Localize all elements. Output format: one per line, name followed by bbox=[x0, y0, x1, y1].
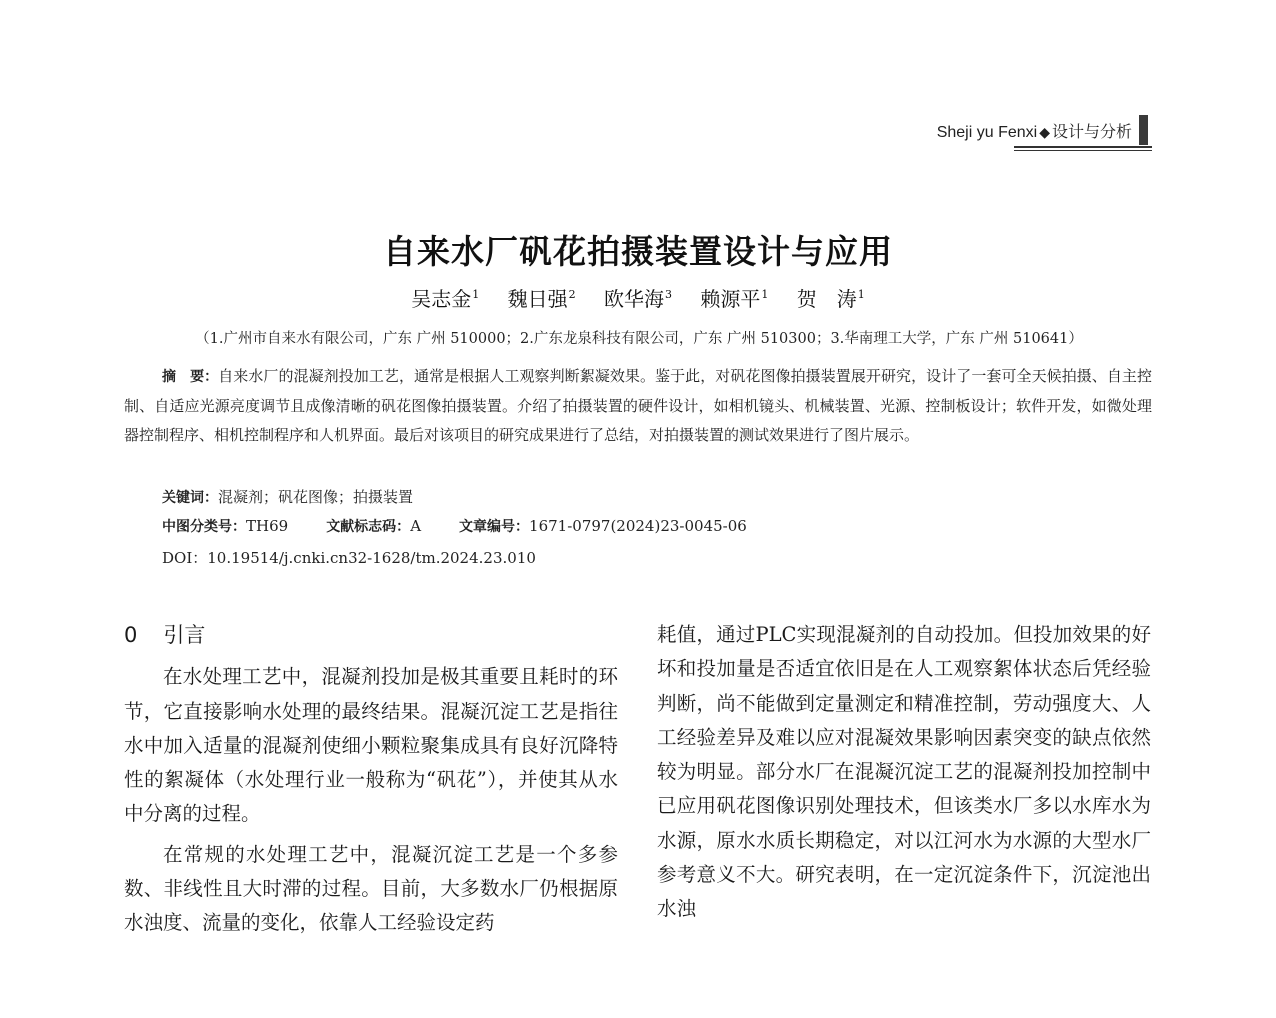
author-name: 赖源平 bbox=[700, 287, 761, 311]
keywords-value: 混凝剂；矾花图像；拍摄装置 bbox=[218, 488, 414, 506]
body-column-left bbox=[124, 618, 618, 947]
body-paragraph: 在水处理工艺中，混凝剂投加是极其重要且耗时的环节，它直接影响水处理的最终结果。混凝沉淀工艺是指往水中加入适量的混凝剂使细小颗粒聚集成具有良好沉降特性的絮凝体（水处理行业一般称为“矾花”），并使其从水中分离的过程。 bbox=[124, 665, 618, 826]
author bbox=[700, 287, 768, 311]
header-bar-icon bbox=[1139, 115, 1148, 145]
author-name: 吴志金 bbox=[411, 287, 472, 311]
clc-value: TH69 bbox=[246, 517, 289, 535]
abstract-label: 摘 要： bbox=[162, 369, 219, 385]
section-heading bbox=[124, 618, 618, 652]
header-rule bbox=[1014, 146, 1152, 148]
body-paragraph: 耗值，通过PLC实现混凝剂的自动投加。但投加效果的好坏和投加量是否适宜依旧是在人工观察絮体状态后凭经验判断，尚不能做到定量测定和精准控制，劳动强度大、人工经验差异及难以应对混凝效果影响因素突变的缺点依然较为明显。部分水厂在混凝沉淀工艺的混凝剂投加控制中已应用矾花图像识别处理技术，但该类水厂多以水库水为水源，原水水质长期稳定，对以江河水为水源的大型水厂参考意义不大。研究表明，在一定沉淀条件下，沉淀池出水浊 bbox=[657, 623, 1151, 921]
doi-label: DOI： bbox=[162, 549, 208, 567]
author bbox=[604, 287, 672, 311]
clc-label: 中图分类号： bbox=[162, 519, 246, 535]
affiliations: （1.广州市自来水有限公司，广东 广州 510000；2.广东龙泉科技有限公司，广东 广州 510300；3.华南理工大学，广东 广州 510641） bbox=[195, 331, 1083, 347]
author-affil-mark: 1 bbox=[761, 288, 769, 301]
header-rule-thin bbox=[1014, 150, 1152, 151]
article-title: 自来水厂矾花拍摄装置设计与应用 bbox=[383, 232, 893, 271]
author-name: 魏日强 bbox=[507, 287, 568, 311]
doc-code-label: 文献标志码： bbox=[326, 519, 411, 535]
keywords-line bbox=[162, 486, 413, 507]
article-no-label: 文章编号： bbox=[459, 519, 530, 535]
abstract-text: 自来水厂的混凝剂投加工艺，通常是根据人工观察判断絮凝效果。鉴于此，对矾花图像拍摄装置展开研究，设计了一套可全天候拍摄、自主控制、自适应光源亮度调节且成像清晰的矾花图像拍摄装置。介绍了拍摄装置的硬件设计，如相机镜头、机械装置、光源、控制板设计；软件开发，如微处理器控制程序、相机控制程序和人机界面。最后对该项目的研究成果进行了总结，对拍摄装置的测试效果进行了图片展示。 bbox=[124, 367, 1152, 444]
body-paragraph: 在常规的水处理工艺中，混凝沉淀工艺是一个多参数、非线性且大时滞的过程。目前，大多数水厂仍根据原水浊度、流量的变化，依靠人工经验设定药 bbox=[124, 842, 618, 935]
body-column-right bbox=[657, 618, 1151, 927]
author bbox=[508, 287, 576, 311]
running-header bbox=[936, 113, 1152, 149]
author-name: 欧华海 bbox=[604, 287, 664, 311]
author bbox=[411, 287, 479, 311]
author-name: 贺 涛 bbox=[796, 287, 857, 311]
author-affil-mark: 1 bbox=[857, 288, 865, 301]
running-header-text bbox=[937, 119, 1132, 142]
doi-value: 10.19514/j.cnki.cn32-1628/tm.2024.23.010 bbox=[207, 549, 536, 567]
doi-line bbox=[162, 547, 536, 568]
header-pinyin: Sheji yu Fenxi bbox=[936, 124, 1038, 141]
author bbox=[797, 287, 865, 311]
section-number: 0 bbox=[124, 623, 138, 647]
article-no-value: 1671-0797(2024)23-0045-06 bbox=[529, 517, 747, 535]
author-affil-mark: 2 bbox=[568, 288, 576, 301]
abstract bbox=[124, 362, 1152, 450]
author-affil-mark: 3 bbox=[665, 288, 672, 301]
doc-code-value: A bbox=[410, 517, 422, 535]
diamond-icon: ◆ bbox=[1039, 124, 1050, 140]
header-column-name: 设计与分析 bbox=[1051, 124, 1132, 141]
section-title: 引言 bbox=[163, 623, 206, 647]
classification-line bbox=[162, 516, 747, 536]
author-list bbox=[0, 283, 1276, 312]
keywords-label: 关键词： bbox=[162, 490, 218, 506]
author-affil-mark: 1 bbox=[472, 288, 480, 301]
